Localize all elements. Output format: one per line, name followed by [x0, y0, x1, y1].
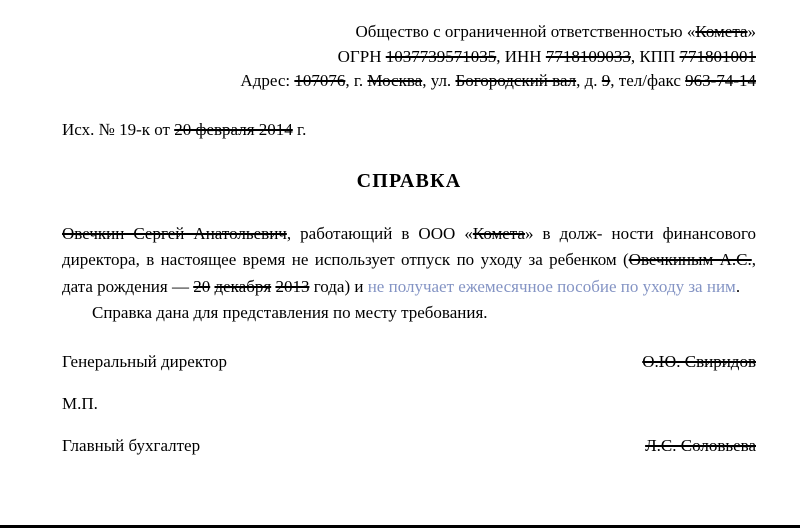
child-birth-month: декабря — [214, 276, 272, 296]
body-text-g: . — [735, 276, 741, 296]
company-name-redacted: Комета — [695, 22, 748, 41]
body-paragraph-2: Справка дана для представления по месту требования. — [92, 302, 488, 322]
signature-name-director: О.Ю. Свиридов — [642, 352, 756, 372]
inn-label: , ИНН — [496, 46, 546, 66]
company-address-line — [62, 69, 756, 94]
ogrn-value: 1037739571035 — [385, 46, 497, 66]
company-registration-line — [62, 45, 756, 70]
phone-value: 963-74-14 — [685, 71, 756, 91]
body-text-d: по уходу за ребенком ( — [456, 250, 629, 270]
org-name: Комета — [472, 223, 525, 243]
body-paragraph-1 — [62, 221, 756, 300]
address-sep-3: , д. — [576, 71, 602, 91]
signature-block — [62, 352, 756, 456]
employee-name: Овечкин Сергей Анатольевич — [62, 223, 287, 243]
body-text-c: ности финансового директора, в настоящее время не использует отпуск — [62, 223, 757, 270]
address-city: Москва — [367, 71, 423, 91]
body-text-e: , дата рождения — — [62, 250, 756, 296]
address-house: 9 — [601, 71, 611, 91]
address-street: Богородский вал — [455, 71, 577, 91]
body-text-b: » в долж- — [524, 223, 603, 243]
stamp-placeholder: М.П. — [62, 394, 98, 414]
signature-row-accountant — [62, 436, 756, 456]
child-name: Овечкиным А.С. — [628, 250, 752, 270]
company-name-suffix: » — [747, 22, 756, 41]
phone-label: , тел/факс — [610, 71, 686, 91]
address-sep-2: , ул. — [422, 71, 456, 91]
outgoing-number-line — [62, 120, 756, 140]
child-birth-day: 20 — [193, 276, 211, 296]
kpp-label: , КПП — [630, 46, 680, 66]
child-birth-year: 2013 — [275, 276, 310, 296]
inn-value: 7718109033 — [545, 46, 631, 66]
outgoing-number: Исх. № 19-к от — [62, 119, 175, 139]
document-body — [62, 221, 756, 326]
outgoing-suffix: г. — [292, 119, 307, 139]
address-index: 107076 — [294, 71, 346, 91]
kpp-value: 771801001 — [679, 46, 756, 66]
signature-title-accountant: Главный бухгалтер — [62, 436, 201, 456]
address-sep-1: , г. — [345, 71, 368, 91]
body-text-f: года) и — [309, 276, 368, 296]
signature-name-accountant: Л.С. Соловьева — [645, 436, 756, 456]
benefit-statement: не получает ежемесячное пособие по уходу за ним — [367, 276, 736, 296]
ogrn-label: ОГРН — [337, 46, 386, 66]
signature-title-director: Генеральный директор — [62, 352, 228, 372]
body-text-a: , работающий в ООО « — [286, 223, 473, 243]
company-header — [62, 20, 756, 94]
signature-row-director — [62, 352, 756, 372]
company-name-line — [62, 20, 756, 45]
company-name-prefix: Общество с ограниченной ответственностью « — [355, 22, 696, 41]
page-title: СПРАВКА — [356, 169, 462, 192]
outgoing-date: 20 февраля 2014 — [174, 119, 293, 139]
address-label: Адрес: — [240, 71, 295, 91]
